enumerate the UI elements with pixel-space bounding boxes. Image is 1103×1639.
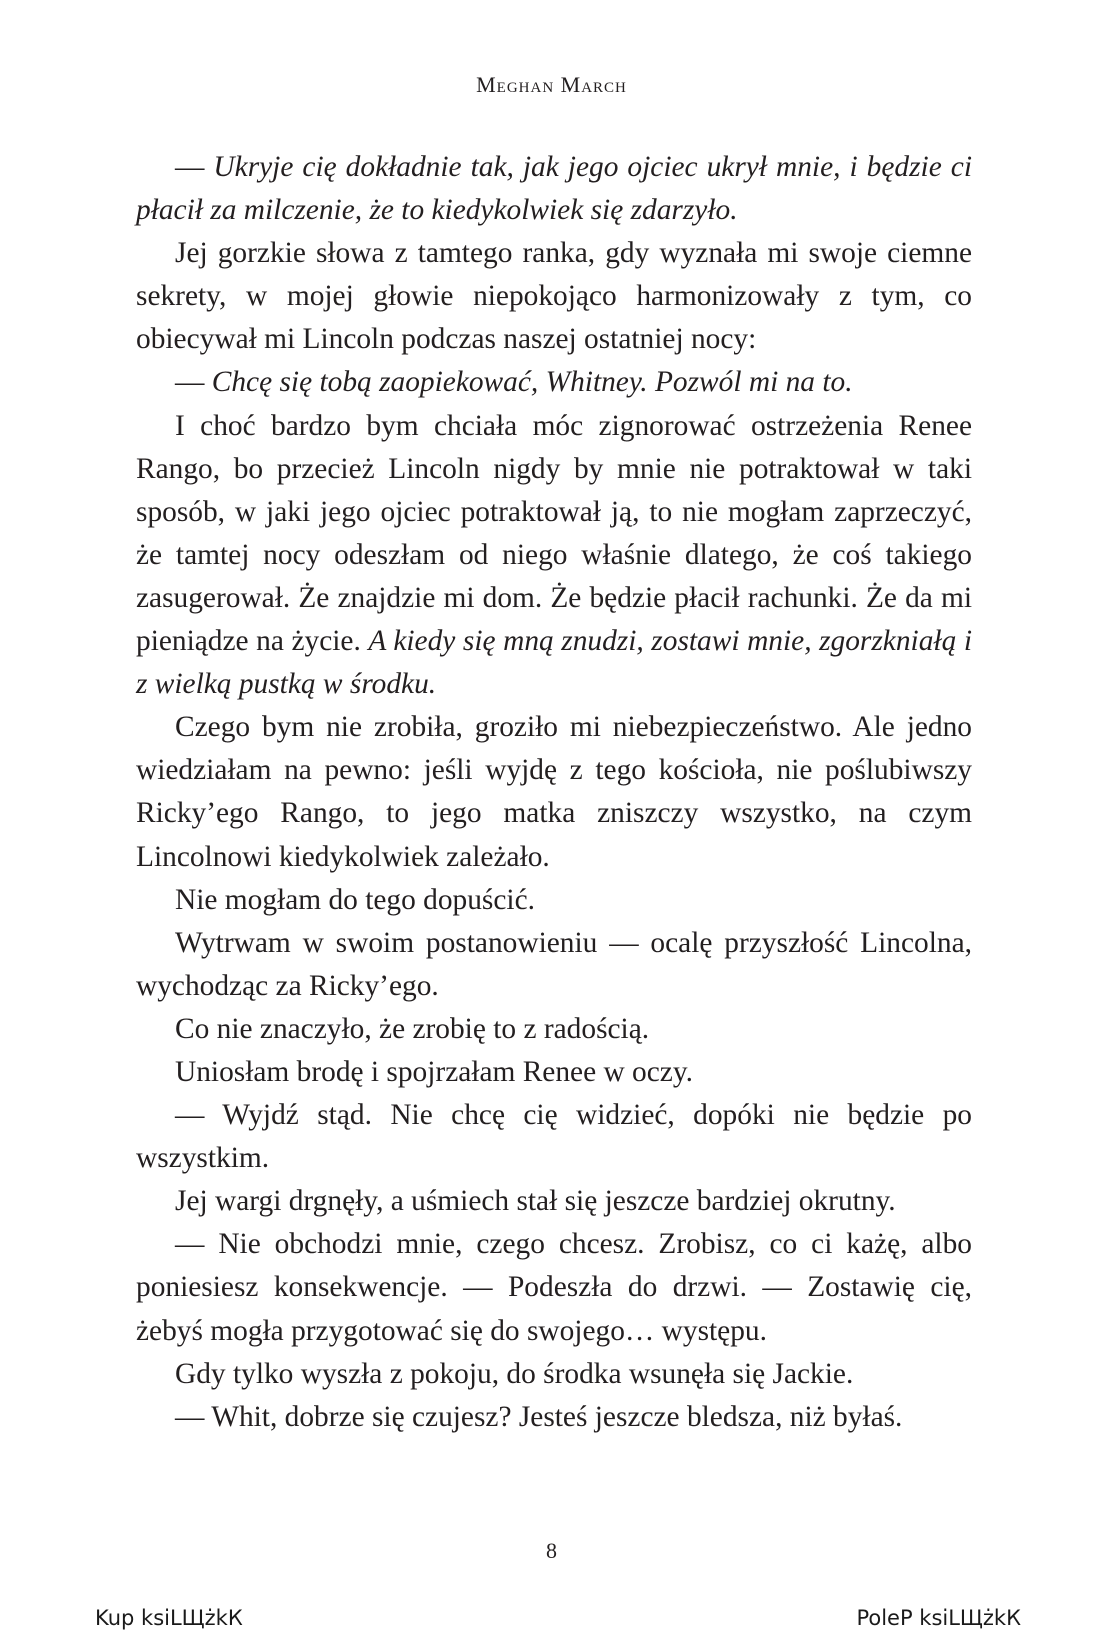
paragraph xyxy=(136,1180,972,1223)
paragraph xyxy=(136,146,972,232)
text-run: Jej gorzkie słowa z tamtego ranka, gdy wyznała mi swoje ciemne sekrety, w mojej głowie niepokojąco harmonizowały z tym, co obiecywał mi Lincoln podczas naszej ostatniej nocy: xyxy=(136,237,972,356)
paragraph xyxy=(136,706,972,878)
paragraph xyxy=(136,922,972,1008)
chapter-text xyxy=(136,146,972,1439)
italic-run: Chcę się tobą zaopiekować, Whitney. Pozwól mi na to. xyxy=(211,366,853,399)
italic-run: A kiedy się mną znudzi, zostawi mnie, zgorzkniałą i z wielką pustką w środku. xyxy=(136,625,972,701)
paragraph xyxy=(136,1051,972,1094)
paragraph xyxy=(136,1396,972,1439)
running-head-author: Meghan March xyxy=(476,72,627,97)
paragraph xyxy=(136,1353,972,1396)
text-run: Jej wargi drgnęły, a uśmiech stał się jeszcze bardziej okrutny. xyxy=(175,1185,896,1218)
text-run: I choć bardzo bym chciała móc zignorować ostrzeżenia Renee Rango, bo przecież Lincoln nigdy by mnie nie potraktował w taki sposób, w jaki jego ojciec potraktował ją, to nie mogłam zaprzeczyć, że tamtej nocy odeszłam od niego właśnie dlatego, że coś takiego zasugerował. Że znajdzie mi dom. Że będzie płacił rachunki. Że da mi pieniądze na życie. xyxy=(136,409,972,658)
paragraph xyxy=(136,1008,972,1051)
text-run: Wytrwam w swoim postanowieniu — ocalę przyszłość Lincolna, wychodząc za Ricky’ego. xyxy=(136,926,972,1002)
buy-book-link[interactable]: Kup ksiLЩżkК xyxy=(95,1606,243,1630)
paragraph xyxy=(136,405,972,707)
paragraph xyxy=(136,232,972,361)
recommend-book-link[interactable]: PoleP ksiLЩżkК xyxy=(856,1606,1021,1630)
paragraph xyxy=(136,361,972,404)
paragraph xyxy=(136,879,972,922)
text-run: Co nie znaczyło, że zrobię to z radością. xyxy=(175,1012,650,1045)
italic-run: Ukryje cię dokładnie tak, jak jego ojciec ukrył mnie, i będzie ci płacił za milczenie, że to kiedykolwiek się zdarzyło. xyxy=(136,151,972,227)
text-run: Uniosłam brodę i spojrzałam Renee w oczy. xyxy=(175,1055,693,1088)
paragraph xyxy=(136,1094,972,1180)
text-run: Gdy tylko wyszła z pokoju, do środka wsunęła się Jackie. xyxy=(175,1357,854,1390)
paragraph xyxy=(136,1223,972,1352)
text-run: Czego bym nie zrobiła, groziło mi niebezpieczeństwo. Ale jedno wiedziałam na pewno: jeśli wyjdę z tego kościoła, nie poślubiwszy Ricky’ego Rango, to jego matka zniszczy wszystko, na czym Lincolnowi kiedykolwiek zależało. xyxy=(136,711,972,873)
text-run: — Whit, dobrze się czujesz? Jesteś jeszcze bledsza, niż byłaś. xyxy=(175,1400,903,1433)
text-run: — Nie obchodzi mnie, czego chcesz. Zrobisz, co ci każę, albo poniesiesz konsekwencje. — Podeszła do drzwi. — Zostawię cię, żebyś mogła przygotować się do swojego… występu. xyxy=(136,1228,972,1347)
page-number: 8 xyxy=(546,1538,557,1563)
text-run: — Wyjdź stąd. Nie chcę cię widzieć, dopóki nie będzie po wszystkim. xyxy=(136,1099,972,1175)
text-run: — xyxy=(175,366,212,399)
text-run: Nie mogłam do tego dopuścić. xyxy=(175,883,535,916)
text-run: — xyxy=(175,151,214,183)
